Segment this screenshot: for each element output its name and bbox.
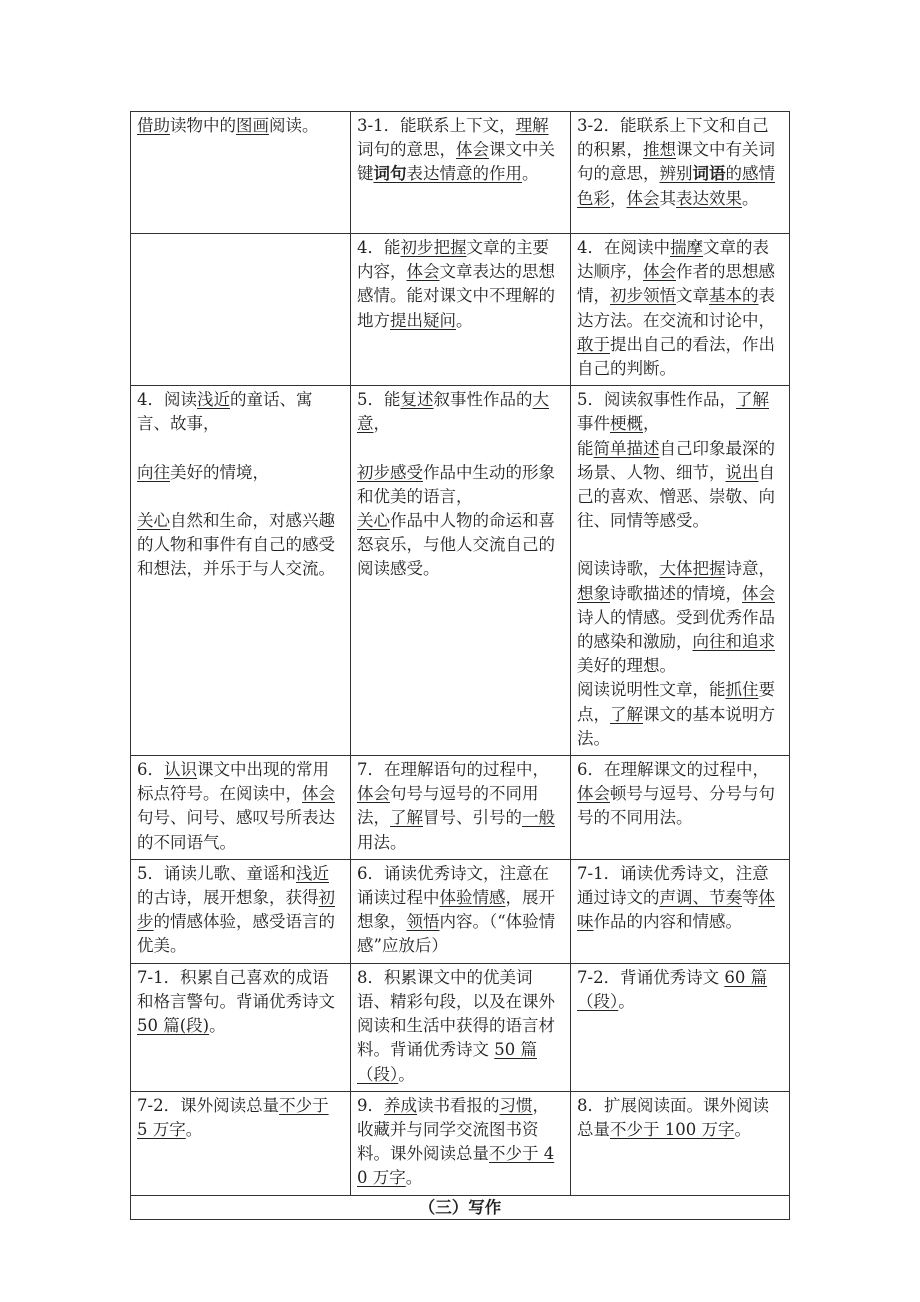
emphasized-term: 习惯 [499,1095,533,1115]
emphasized-term: 体味 [577,888,775,932]
cell-text: 7．在理解语句的过程中， [357,760,549,780]
cell-text: 6．在理解课文的过程中， [577,760,769,780]
cell-text: 句号与逗号的不同用法， [357,784,539,828]
emphasized-term: 声调、节奏 [659,888,742,908]
emphasized-term: 体会 [626,188,660,208]
table-cell-col2 [351,234,571,386]
cell-text: 9． [357,1095,384,1115]
cell-text: 5．能 [357,390,401,410]
emphasized-term: 梗概 [610,414,643,434]
cell-paragraph [577,437,783,534]
curriculum-page [130,111,789,1220]
cell-text: 。 [734,1119,751,1139]
table-row [131,963,790,1091]
cell-text: 自己印象最深的场景、人物、细节， [577,438,775,482]
emphasized-term: 体会 [357,784,390,804]
emphasized-term: 理解 [515,116,549,135]
table-cell-col3 [571,386,790,756]
cell-text: 美好的情境， [170,462,269,482]
table-body [131,112,790,1196]
emphasized-term: 体会 [406,262,440,282]
cell-text: 4．在阅读中 [577,238,670,257]
cell-text: 作者的思想感情， [577,262,775,306]
cell-text: 提出自己的看法，作出自己的判断。 [577,334,775,379]
emphasized-term: 词语 [692,164,726,184]
emphasized-term: 体会 [643,262,676,282]
emphasized-term: 认识 [164,760,197,780]
cell-text: 的童话、寓言、故事， [137,390,313,434]
emphasized-term: 体会 [456,140,489,160]
emphasized-term: 浅近 [296,863,329,883]
emphasized-term: 一般 [522,808,555,828]
cell-text: 7-2．背诵优秀诗文 [577,967,725,987]
cell-text: 。 [209,1016,226,1036]
cell-paragraph [577,678,783,751]
cell-paragraph [357,461,564,509]
emphasized-term: 不少于 40 万字 [357,1144,555,1188]
emphasized-term: 向往 [137,462,170,482]
table-cell-col3 [571,963,790,1091]
cell-text: 文章 [676,286,709,306]
table-cell-col3 [571,234,790,386]
table-cell-col3 [571,756,790,860]
cell-paragraph [357,1094,564,1191]
cell-text: 。 [618,991,635,1011]
cell-paragraph [577,966,783,1014]
paragraph-spacer [137,437,344,461]
emphasized-term: 说出 [725,462,759,482]
table-cell-col3 [571,112,790,234]
emphasized-term: 初步感受 [357,462,423,482]
emphasized-term: 体会 [742,583,775,603]
cell-text: 要点， [577,680,775,724]
table-row [131,234,790,386]
cell-text: 的古诗，展开想象，获得 [137,888,319,908]
cell-text: 。 [398,1064,415,1084]
cell-text: 文章表达的思想感情。能对课文中不理解的地方 [357,262,555,330]
emphasized-term: 揣摩 [670,238,703,257]
table-cell-col3 [571,1091,790,1195]
table-cell-col2 [351,112,571,234]
emphasized-term: 初步 [137,888,335,932]
cell-text: 自己的喜欢、憎恶、崇敬、向往、同情等感受。 [577,462,775,531]
cell-text: 。 [456,310,473,330]
cell-text: 用法。 [357,832,407,852]
emphasized-term: 养成 [384,1095,417,1115]
cell-text: 5．诵读儿歌、童谣和 [137,863,296,883]
cell-text: 7-1．诵读优秀诗文，注意通过诗文的 [577,863,769,908]
emphasized-term: 表达效果 [676,188,742,208]
emphasized-term: 60 篇（段） [577,967,768,1011]
emphasized-term: 50 篇(段) [137,1016,210,1036]
cell-text: 能 [577,438,594,458]
cell-text: 内容。（“体验情感”应放后） [357,912,556,956]
emphasized-term: 不少于 5 万字 [137,1095,329,1139]
cell-text: 阅读诗歌， [577,559,660,579]
table-cell-col1 [131,963,351,1091]
cell-paragraph [357,236,564,333]
cell-text: 6．诵读优秀诗文，注意在诵读过程中 [357,863,549,908]
cell-text: 事件 [577,414,610,434]
cell-paragraph [357,966,564,1087]
cell-text: 8．扩展阅读面。课外阅读总量 [577,1095,769,1139]
emphasized-term: 体会 [577,784,610,804]
emphasized-term: 浅近 [197,390,230,410]
cell-text: 3-2．能联系上下文和自己的积累， [577,116,769,160]
emphasized-term: 提出疑问 [390,310,456,330]
cell-text: 顿号与逗号、分号与句号的不同用法。 [577,784,775,828]
emphasized-term: 简单描述 [593,438,660,458]
section-row [131,1195,790,1219]
cell-text: 。 [405,1168,423,1188]
emphasized-term: 推想 [643,140,676,160]
cell-text: 5．阅读叙事性作品， [577,390,736,410]
table-cell-col1 [131,756,351,860]
cell-paragraph [137,862,344,959]
cell-paragraph [137,388,344,436]
cell-text: 4．能 [357,238,401,257]
table-cell-col2 [351,1091,571,1195]
cell-text: ， [373,414,390,434]
cell-text: 作品中人物的命运和喜怒哀乐，与他人交流自己的阅读感受。 [357,511,555,579]
cell-text: 7-2．课外阅读总量 [137,1095,280,1115]
emphasized-term: 借助 [137,116,170,135]
cell-text: 3-1．能联系上下文， [357,116,516,135]
emphasized-term: 体会 [302,784,335,804]
table-row [131,112,790,234]
cell-text: 阅读。 [269,116,319,135]
emphasized-term: 了解 [390,808,423,828]
cell-text: ， [643,414,660,434]
cell-paragraph [577,862,783,935]
cell-text: ，展开想象， [357,888,555,932]
cell-text: 。 [522,164,539,184]
cell-text: 8．积累课文中的优美词语、精彩句段，以及在课外阅读和生活中获得的语言材料。背诵优秀诗文 [357,967,555,1060]
cell-text: 其 [659,188,676,208]
emphasized-term: 不少于 100 万字 [610,1119,735,1139]
cell-text: 课文中出现的常用标点符号。在阅读中， [137,760,329,804]
cell-text: 美好的理想。 [577,656,676,676]
table-cell-col3 [571,859,790,963]
emphasized-term: 体验情感 [439,888,506,908]
table-cell-col2 [351,756,571,860]
paragraph-spacer [357,437,564,461]
cell-text: 自然和生命，对感兴趣的人物和事件有自己的感受和想法，并乐于与人交流。 [137,510,335,579]
table-cell-col2 [351,963,571,1091]
cell-paragraph [357,388,564,436]
cell-paragraph [577,114,783,211]
cell-text: 诗人的情感。受到优秀作品的感染和激励， [577,607,775,652]
cell-text: 课文的基本说明方法。 [577,704,775,748]
cell-paragraph [137,758,344,855]
emphasized-term: 敢于 [577,334,610,354]
cell-text: 。 [185,1119,203,1139]
emphasized-term: 大意 [357,390,549,434]
cell-paragraph [577,758,783,831]
emphasized-term: 表达情意的作用 [406,164,522,184]
table-cell-col1 [131,1091,351,1195]
cell-paragraph [577,236,783,381]
cell-text: 课文中关键 [357,140,555,184]
cell-paragraph [137,966,344,1039]
cell-paragraph [137,114,344,138]
cell-paragraph [357,862,564,959]
emphasized-term: 初步把握 [400,238,467,257]
emphasized-term: 复述 [400,390,434,410]
emphasized-term: 大体把握 [659,559,726,579]
cell-paragraph [137,1094,344,1142]
cell-text: 文章的主要内容， [357,238,549,282]
emphasized-term: 基本的 [709,286,759,306]
cell-text: 文章的表达顺序， [577,238,769,282]
cell-text: 。 [742,188,759,208]
cell-text: 6． [137,760,164,780]
cell-text: 等 [742,888,759,908]
cell-paragraph [577,557,783,678]
cell-paragraph [577,1094,783,1142]
emphasized-term: 了解 [736,390,769,410]
emphasized-term: 领悟 [406,912,440,932]
cell-text: ， [610,188,627,208]
cell-text: 的情感体验，感受语言的优美。 [137,912,335,956]
cell-text: 读书看报的 [417,1095,500,1115]
cell-text: 冒号、引号的 [423,808,522,828]
emphasized-term: 关心 [357,511,390,531]
emphasized-term: 的感情色彩 [577,164,775,208]
table-cell-col1 [131,234,351,386]
cell-text: 4．阅读 [137,390,197,410]
table-row [131,756,790,860]
emphasized-term: 初步领悟 [610,286,676,306]
emphasized-term: 抓住 [725,680,759,700]
cell-text: 诗歌描述的情境， [610,583,742,603]
cell-text: 作品中生动的形象和优美的语言， [357,462,555,506]
cell-text: 读物中的 [170,116,236,135]
paragraph-spacer [577,533,783,557]
reading-standards-table [130,111,790,1220]
section-title: （三）写作 [131,1195,790,1219]
cell-paragraph [357,114,564,187]
cell-text: 词句的意思， [357,140,456,160]
cell-text: 7-1．积累自己喜欢的成语和格言警句。背诵优秀诗文 [137,967,335,1011]
cell-text: 诗意， [725,559,775,579]
paragraph-spacer [137,485,344,509]
cell-text: ，收藏并与同学交流图书资料。课外阅读总量 [357,1095,549,1164]
table-row [131,386,790,756]
cell-text: 句号、问号、感叹号所表达的不同语气。 [137,808,335,852]
table-cell-col1 [131,112,351,234]
emphasized-term: 词句 [373,164,407,184]
cell-text: 叙事性作品的 [433,390,533,410]
emphasized-term: 辨别 [659,164,693,184]
table-cell-col1 [131,859,351,963]
emphasized-term: 图画 [236,116,269,135]
cell-paragraph [357,758,564,855]
cell-text: 阅读说明性文章，能 [577,680,726,700]
cell-paragraph [577,388,783,436]
table-cell-col1 [131,386,351,756]
table-cell-col2 [351,386,571,756]
emphasized-term: 了解 [610,704,643,724]
table-row [131,1091,790,1195]
emphasized-term: 关心 [137,510,170,530]
table-cell-col2 [351,859,571,963]
cell-paragraph [357,509,564,582]
cell-text: 表达方法。在交流和讨论中， [577,286,775,330]
emphasized-term: 向往和追求 [692,632,775,652]
cell-text: 作品的内容和情感。 [593,912,742,932]
cell-paragraph [137,461,344,485]
table-row [131,859,790,963]
emphasized-term: 想象 [577,583,610,603]
cell-paragraph [137,509,344,582]
cell-text: 课文中有关词句的意思， [577,140,775,184]
emphasized-term: 50 篇（段） [357,1040,537,1084]
